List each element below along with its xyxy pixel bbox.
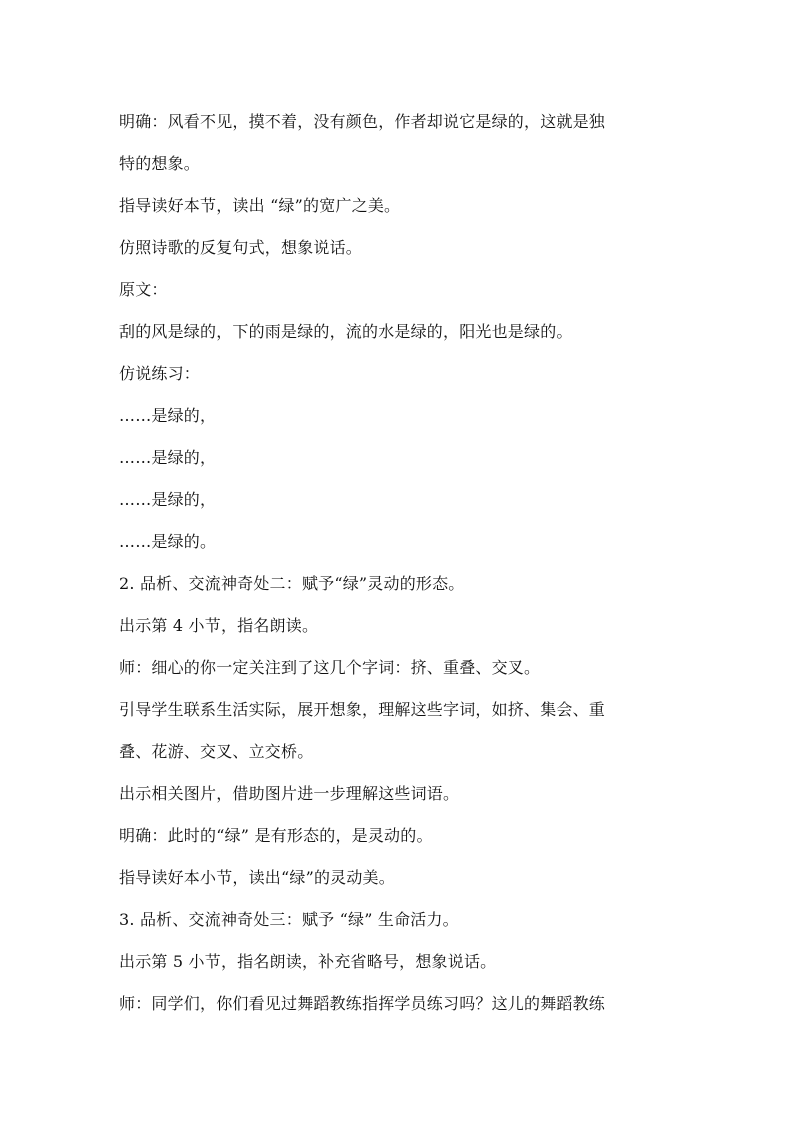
text-line: 指导读好本小节，读出“绿”的灵动美。 <box>119 868 395 887</box>
text-line: 特的想象。 <box>119 154 201 173</box>
text-line: 仿说练习： <box>119 364 201 383</box>
text-line: ……是绿的， <box>119 448 217 467</box>
text-line: 引导学生联系生活实际，展开想象，理解这些字词，如挤、集会、重 <box>119 700 606 719</box>
text-line: ……是绿的， <box>119 406 217 425</box>
section-heading: 3. 品析、交流神奇处三：赋予 “绿” 生命活力。 <box>119 910 459 929</box>
text-line: 出示相关图片，借助图片进一步理解这些词语。 <box>119 784 460 803</box>
text-line: 刮的风是绿的，下的雨是绿的，流的水是绿的，阳光也是绿的。 <box>119 322 573 341</box>
text-line: 仿照诗歌的反复句式，想象说话。 <box>119 238 363 257</box>
text-line: ……是绿的， <box>119 490 217 509</box>
text-line: 原文： <box>119 280 168 299</box>
text-line: 出示第 4 小节，指名朗读。 <box>119 616 319 635</box>
text-line: 出示第 5 小节，指名朗读，补充省略号，想象说话。 <box>119 952 497 971</box>
text-line: 师：同学们，你们看见过舞蹈教练指挥学员练习吗？这儿的舞蹈教练 <box>119 994 606 1013</box>
body-text <box>119 101 689 1025</box>
text-line: 指导读好本节，读出 “绿”的宽广之美。 <box>119 196 401 215</box>
text-line: ……是绿的。 <box>119 532 217 551</box>
text-line: 明确：此时的“绿” 是有形态的，是灵动的。 <box>119 826 433 845</box>
text-line: 明确：风看不见，摸不着，没有颜色，作者却说它是绿的，这就是独 <box>119 112 606 131</box>
text-line: 师：细心的你一定关注到了这几个字词：挤、重叠、交叉。 <box>119 658 541 677</box>
section-heading: 2. 品析、交流神奇处二：赋予“绿”灵动的形态。 <box>119 574 465 593</box>
text-line: 叠、花游、交叉、立交桥。 <box>119 742 314 761</box>
